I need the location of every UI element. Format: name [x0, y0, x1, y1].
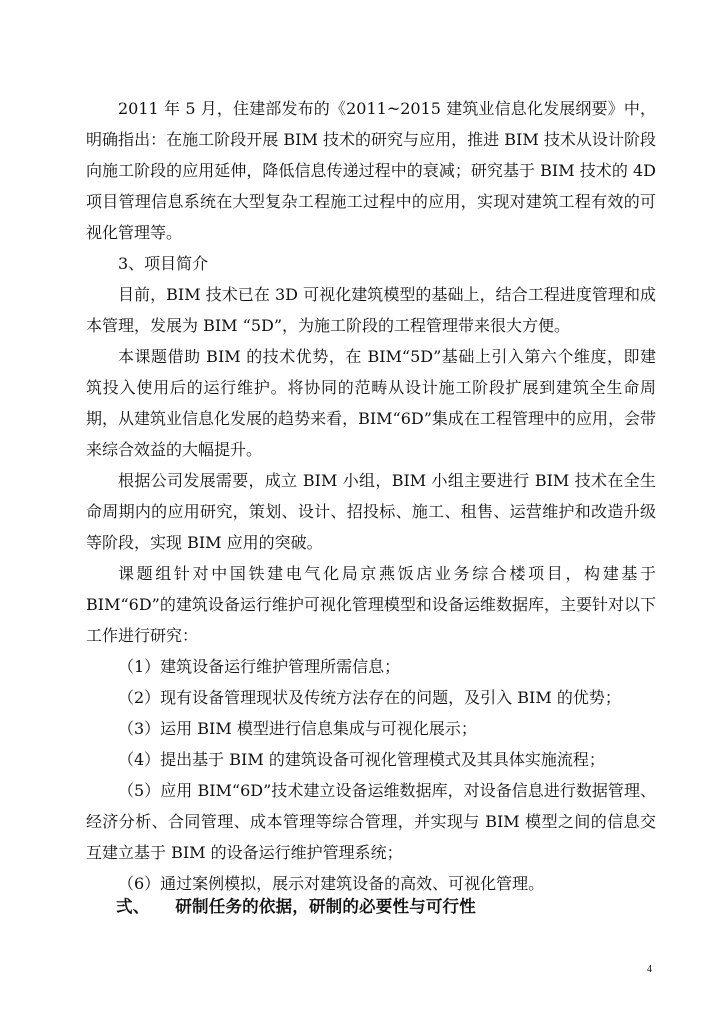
list-item-6: （6）通过案例模拟，展示对建筑设备的高效、可视化管理。 [118, 874, 545, 893]
paragraph-intro-3: 根据公司发展需要，成立 BIM 小组，BIM 小组主要进行 BIM 技术在全生命周期内的应用研究，策划、设计、招投标、施工、租售、运营维护和改造升级等阶段，实现 BIM 应用的突破。 [86, 471, 656, 552]
paragraph-intro-4: 课题组针对中国铁建电气化局京燕饭店业务综合楼项目，构建基于 BIM“6D”的建筑设备运行维护可视化管理模型和设备运维数据库，主要针对以下工作进行研究： [86, 564, 656, 645]
heading-project-intro: 3、项目简介 [118, 254, 209, 273]
section-title-text: 研制任务的依据，研制的必要性与可行性 [175, 897, 476, 916]
list-item-5: （5）应用 BIM“6D”技术建立设备运维数据库，对设备信息进行数据管理、经济分析、合同管理、成本管理等综合管理，并实现与 BIM 模型之间的信息交互建立基于 BIM 的设备运行维护管理系统； [86, 781, 656, 862]
document-body [86, 93, 656, 899]
paragraph-policy: 2011 年 5 月，住建部发布的《2011~2015 建筑业信息化发展纲要》中，明确指出：在施工阶段开展 BIM 技术的研究与应用，推进 BIM 技术从设计阶段向施工阶段的应用延伸，降低信息传递过程中的衰减；研究基于 BIM 技术的 4D 项目管理信息系统在大型复杂工程施工过程中的应用，实现对建筑工程有效的可视化管理等。 [86, 99, 656, 242]
list-item-1: （1）建筑设备运行维护管理所需信息； [118, 657, 401, 676]
list-item-2: （2）现有设备管理现状及传统方法存在的问题，及引入 BIM 的优势； [118, 688, 621, 707]
paragraph-intro-2: 本课题借助 BIM 的技术优势，在 BIM“5D”基础上引入第六个维度，即建筑投入使用后的运行维护。将协同的范畴从设计施工阶段扩展到建筑全生命周期，从建筑业信息化发展的趋势来看，BIM“6D”集成在工程管理中的应用，会带来综合效益的大幅提升。 [86, 347, 656, 459]
section-title [116, 893, 476, 917]
paragraph-intro-1: 目前，BIM 技术已在 3D 可视化建筑模型的基础上，结合工程进度管理和成本管理，发展为 BIM “5D”，为施工阶段的工程管理带来很大方便。 [86, 285, 656, 335]
list-item-4: （4）提出基于 BIM 的建筑设备可视化管理模式及其具体实施流程； [118, 750, 605, 769]
section-title-number: 弍、 [116, 897, 150, 916]
list-item-3: （3）运用 BIM 模型进行信息集成与可视化展示； [118, 719, 477, 738]
page-number: 4 [647, 964, 652, 975]
